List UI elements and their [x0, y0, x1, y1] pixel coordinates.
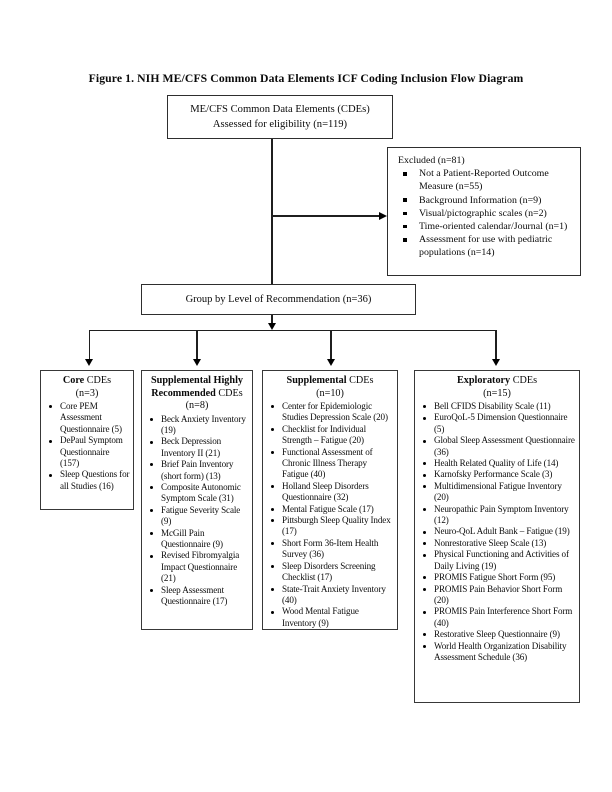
list-item: Functional Assessment of Chronic Illness Therapy Fatigue (40) — [267, 447, 394, 481]
connector-drop-core — [89, 331, 90, 359]
arrowhead-down-core — [85, 359, 93, 366]
eligibility-box — [167, 95, 393, 139]
connector-drop-supplemental — [330, 331, 331, 359]
list-item: Bell CFIDS Disability Scale (11) — [419, 401, 576, 412]
category-title-bold: Supplemental Highly Recommended — [151, 375, 243, 399]
category-title-rest: CDEs — [215, 387, 243, 399]
list-item: Global Sleep Assessment Questionnaire (36) — [419, 435, 576, 458]
list-item: DePaul Symptom Questionnaire (157) — [45, 435, 130, 469]
category-title-supp-high — [142, 371, 252, 400]
list-item: World Health Organization Disability Assessment Schedule (36) — [419, 641, 576, 664]
list-item: Sleep Questions for all Studies (16) — [45, 469, 130, 492]
list-item: Pittsburgh Sleep Quality Index (17) — [267, 515, 394, 538]
category-title-bold: Core — [62, 375, 85, 386]
category-title-bold: Exploratory — [456, 375, 511, 386]
branch-line — [89, 330, 497, 331]
connector-top-to-group — [271, 139, 272, 284]
list-item: Wood Mental Fatigue Inventory (9) — [267, 606, 394, 629]
list-item: Background Information (n=9) — [397, 194, 574, 207]
list-item: Revised Fibromyalgia Impact Questionnaire (21) — [146, 550, 249, 584]
list-item: Nonrestorative Sleep Scale (13) — [419, 538, 576, 549]
arrowhead-down-supplemental — [327, 359, 335, 366]
excluded-box — [387, 147, 581, 276]
list-item: PROMIS Pain Interference Short Form (40) — [419, 606, 576, 629]
connector-drop-exploratory — [495, 331, 496, 359]
list-item: Beck Anxiety Inventory (19) — [146, 414, 249, 437]
list-item: Neuropathic Pain Symptom Inventory (12) — [419, 504, 576, 527]
category-title-rest: CDEs — [84, 375, 112, 386]
category-count-core: (n=3) — [75, 387, 99, 399]
connector-to-excluded — [272, 215, 380, 216]
category-box-supplemental-highly-recommended — [141, 370, 253, 630]
list-item: Time-oriented calendar/Journal (n=1) — [397, 220, 574, 233]
list-item: Composite Autonomic Symptom Scale (31) — [146, 482, 249, 505]
category-list-supplemental — [263, 401, 397, 629]
list-item: Core PEM Assessment Questionnaire (5) — [45, 401, 130, 435]
list-item: Not a Patient-Reported Outcome Measure (n=55) — [397, 167, 574, 193]
list-item: Sleep Assessment Questionnaire (17) — [146, 585, 249, 608]
excluded-list — [397, 167, 574, 259]
connector-drop-supp-high — [196, 331, 197, 359]
list-item: PROMIS Fatigue Short Form (95) — [419, 572, 576, 583]
group-box — [141, 284, 416, 315]
list-item: Physical Functioning and Activities of Daily Living (19) — [419, 549, 576, 572]
arrowhead-down-supp-high — [193, 359, 201, 366]
figure-title: Figure 1. NIH ME/CFS Common Data Elements ICF Coding Inclusion Flow Diagram — [88, 72, 524, 85]
eligibility-line-2: Assessed for eligibility (n=119) — [212, 119, 348, 130]
list-item: Checklist for Individual Strength – Fatigue (20) — [267, 424, 394, 447]
category-box-supplemental — [262, 370, 398, 630]
category-title-rest: CDEs — [346, 375, 374, 386]
category-title-rest: CDEs — [510, 375, 538, 386]
category-title-exploratory — [415, 371, 579, 388]
category-box-core — [40, 370, 134, 510]
list-item: McGill Pain Questionnaire (9) — [146, 528, 249, 551]
category-box-exploratory — [414, 370, 580, 703]
category-title-core — [41, 371, 133, 388]
list-item: Neuro-QoL Adult Bank – Fatigue (19) — [419, 526, 576, 537]
category-title-bold: Supplemental — [286, 375, 347, 386]
list-item: Center for Epidemiologic Studies Depression Scale (20) — [267, 401, 394, 424]
arrowhead-right-excluded — [379, 212, 387, 220]
list-item: Multidimensional Fatigue Inventory (20) — [419, 481, 576, 504]
list-item: Visual/pictographic scales (n=2) — [397, 207, 574, 220]
list-item: EuroQoL-5 Dimension Questionnaire (5) — [419, 412, 576, 435]
category-count-supp-high: (n=8) — [185, 400, 209, 411]
list-item: Brief Pain Inventory (short form) (13) — [146, 459, 249, 482]
list-item: Sleep Disorders Screening Checklist (17) — [267, 561, 394, 584]
excluded-header: Excluded (n=81) — [398, 155, 465, 166]
category-title-supplemental — [263, 371, 397, 388]
category-list-core — [41, 401, 133, 492]
list-item: Health Related Quality of Life (14) — [419, 458, 576, 469]
category-count-supplemental: (n=10) — [316, 387, 344, 399]
list-item: Karnofsky Performance Scale (3) — [419, 469, 576, 480]
list-item: Restorative Sleep Questionnaire (9) — [419, 629, 576, 640]
list-item: PROMIS Pain Behavior Short Form (20) — [419, 584, 576, 607]
eligibility-line-1: ME/CFS Common Data Elements (CDEs) — [190, 104, 370, 115]
list-item: State-Trait Anxiety Inventory (40) — [267, 584, 394, 607]
category-count-exploratory: (n=15) — [483, 387, 511, 399]
arrowhead-down-exploratory — [492, 359, 500, 366]
group-label: Group by Level of Recommendation (n=36) — [185, 294, 372, 305]
list-item: Beck Depression Inventory II (21) — [146, 436, 249, 459]
list-item: Assessment for use with pediatric populations (n=14) — [397, 233, 574, 259]
category-list-exploratory — [415, 401, 579, 663]
list-item: Holland Sleep Disorders Questionnaire (32) — [267, 481, 394, 504]
list-item: Mental Fatigue Scale (17) — [267, 504, 394, 515]
list-item: Fatigue Severity Scale (9) — [146, 505, 249, 528]
category-list-supp-high — [142, 414, 252, 608]
list-item: Short Form 36-Item Health Survey (36) — [267, 538, 394, 561]
arrowhead-down-branch — [268, 323, 276, 330]
